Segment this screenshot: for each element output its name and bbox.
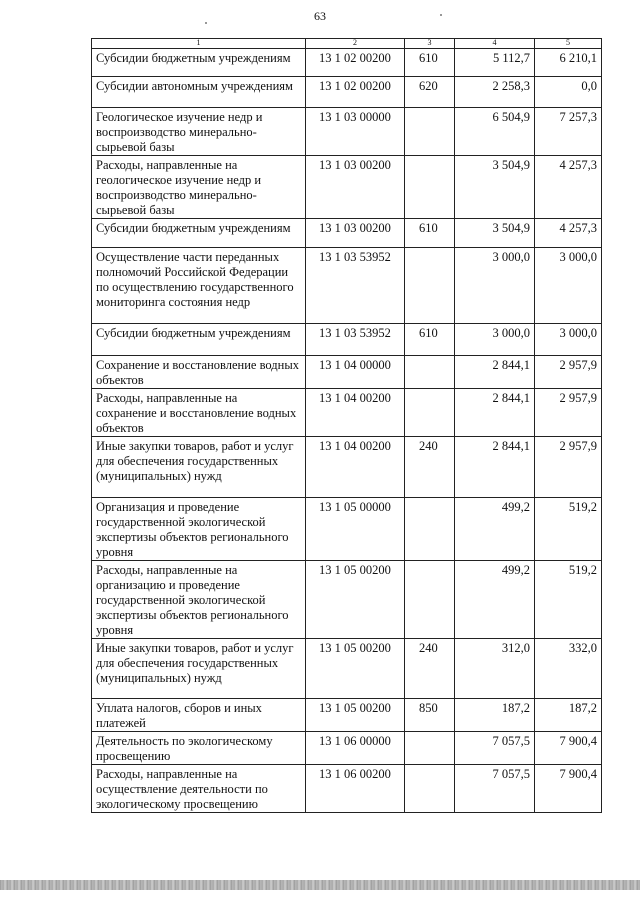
table-row (92, 389, 602, 437)
row-value-col5: 2 957,9 (535, 356, 602, 389)
table-row (92, 248, 602, 324)
table-row (92, 765, 602, 813)
row-value-col4: 499,2 (455, 561, 535, 639)
row-code: 13 1 02 00200 (306, 77, 405, 108)
row-value-col4: 499,2 (455, 498, 535, 561)
row-name: Организация и проведение государственной экологической экспертизы объектов регионального уровня (92, 498, 306, 561)
row-value-col5: 2 957,9 (535, 437, 602, 498)
row-value-col4: 2 844,1 (455, 437, 535, 498)
table-row (92, 49, 602, 77)
scan-speck (440, 14, 442, 16)
row-name: Расходы, направленные на осуществление деятельности по экологическому просвещению (92, 765, 306, 813)
row-expense-type: 620 (405, 77, 455, 108)
row-expense-type (405, 389, 455, 437)
row-name: Уплата налогов, сборов и иных платежей (92, 699, 306, 732)
row-code: 13 1 05 00200 (306, 561, 405, 639)
column-header-3: 3 (405, 39, 455, 49)
row-name: Сохранение и восстановление водных объектов (92, 356, 306, 389)
row-code: 13 1 04 00000 (306, 356, 405, 389)
row-name: Деятельность по экологическому просвещению (92, 732, 306, 765)
row-name: Геологическое изучение недр и воспроизводство минерально-сырьевой базы (92, 108, 306, 156)
table-row (92, 561, 602, 639)
row-value-col4: 187,2 (455, 699, 535, 732)
row-value-col5: 3 000,0 (535, 248, 602, 324)
row-code: 13 1 03 00200 (306, 156, 405, 219)
row-value-col4: 3 000,0 (455, 248, 535, 324)
row-code: 13 1 06 00000 (306, 732, 405, 765)
column-header-1: 1 (92, 39, 306, 49)
row-expense-type: 610 (405, 219, 455, 248)
table-row (92, 437, 602, 498)
row-name: Расходы, направленные на геологическое изучение недр и воспроизводство минерально-сырьевой базы (92, 156, 306, 219)
row-name: Субсидии бюджетным учреждениям (92, 49, 306, 77)
row-expense-type (405, 561, 455, 639)
row-value-col4: 3 504,9 (455, 156, 535, 219)
row-value-col4: 7 057,5 (455, 765, 535, 813)
row-value-col4: 312,0 (455, 639, 535, 699)
row-code: 13 1 05 00200 (306, 699, 405, 732)
row-code: 13 1 05 00000 (306, 498, 405, 561)
row-value-col5: 187,2 (535, 699, 602, 732)
row-code: 13 1 03 53952 (306, 248, 405, 324)
row-value-col5: 7 900,4 (535, 765, 602, 813)
row-value-col4: 2 844,1 (455, 389, 535, 437)
row-value-col4: 2 844,1 (455, 356, 535, 389)
row-value-col5: 519,2 (535, 561, 602, 639)
row-value-col4: 6 504,9 (455, 108, 535, 156)
row-code: 13 1 06 00200 (306, 765, 405, 813)
row-name: Субсидии бюджетным учреждениям (92, 324, 306, 356)
scan-speck (205, 22, 207, 24)
row-code: 13 1 03 00000 (306, 108, 405, 156)
row-value-col5: 4 257,3 (535, 156, 602, 219)
row-value-col4: 3 504,9 (455, 219, 535, 248)
row-name: Иные закупки товаров, работ и услуг для обеспечения государственных (муниципальных) нужд (92, 437, 306, 498)
row-value-col5: 0,0 (535, 77, 602, 108)
row-code: 13 1 03 00200 (306, 219, 405, 248)
table-header-row (92, 39, 602, 49)
row-name: Субсидии бюджетным учреждениям (92, 219, 306, 248)
row-name: Субсидии автономным учреждениям (92, 77, 306, 108)
row-expense-type (405, 765, 455, 813)
row-value-col5: 7 257,3 (535, 108, 602, 156)
table-row (92, 699, 602, 732)
budget-table (91, 38, 602, 813)
row-expense-type (405, 732, 455, 765)
row-expense-type: 610 (405, 49, 455, 77)
row-code: 13 1 03 53952 (306, 324, 405, 356)
table-row (92, 219, 602, 248)
row-value-col4: 2 258,3 (455, 77, 535, 108)
column-header-4: 4 (455, 39, 535, 49)
row-value-col4: 3 000,0 (455, 324, 535, 356)
row-code: 13 1 04 00200 (306, 437, 405, 498)
page-number: 63 (314, 9, 326, 23)
row-value-col5: 332,0 (535, 639, 602, 699)
row-name: Иные закупки товаров, работ и услуг для обеспечения государственных (муниципальных) нужд (92, 639, 306, 699)
row-expense-type: 240 (405, 437, 455, 498)
table-row (92, 732, 602, 765)
column-header-5: 5 (535, 39, 602, 49)
column-header-2: 2 (306, 39, 405, 49)
row-name: Расходы, направленные на организацию и проведение государственной экологической экспертизы объектов регионального уровня (92, 561, 306, 639)
table-row (92, 324, 602, 356)
row-value-col4: 5 112,7 (455, 49, 535, 77)
table-row (92, 156, 602, 219)
row-expense-type: 610 (405, 324, 455, 356)
table-row (92, 639, 602, 699)
row-expense-type (405, 498, 455, 561)
row-value-col5: 6 210,1 (535, 49, 602, 77)
row-expense-type (405, 356, 455, 389)
row-expense-type: 240 (405, 639, 455, 699)
row-expense-type (405, 248, 455, 324)
row-value-col5: 2 957,9 (535, 389, 602, 437)
row-expense-type (405, 108, 455, 156)
row-value-col5: 4 257,3 (535, 219, 602, 248)
row-value-col5: 7 900,4 (535, 732, 602, 765)
row-value-col5: 519,2 (535, 498, 602, 561)
row-expense-type: 850 (405, 699, 455, 732)
row-value-col4: 7 057,5 (455, 732, 535, 765)
table-row (92, 356, 602, 389)
row-code: 13 1 05 00200 (306, 639, 405, 699)
row-value-col5: 3 000,0 (535, 324, 602, 356)
row-name: Осуществление части переданных полномочий Российской Федерации по осуществлению государственного мониторинга состояния недр (92, 248, 306, 324)
table-row (92, 108, 602, 156)
scan-edge-strip (0, 880, 640, 890)
row-expense-type (405, 156, 455, 219)
row-name: Расходы, направленные на сохранение и восстановление водных объектов (92, 389, 306, 437)
row-code: 13 1 02 00200 (306, 49, 405, 77)
row-code: 13 1 04 00200 (306, 389, 405, 437)
table-row (92, 77, 602, 108)
table-row (92, 498, 602, 561)
